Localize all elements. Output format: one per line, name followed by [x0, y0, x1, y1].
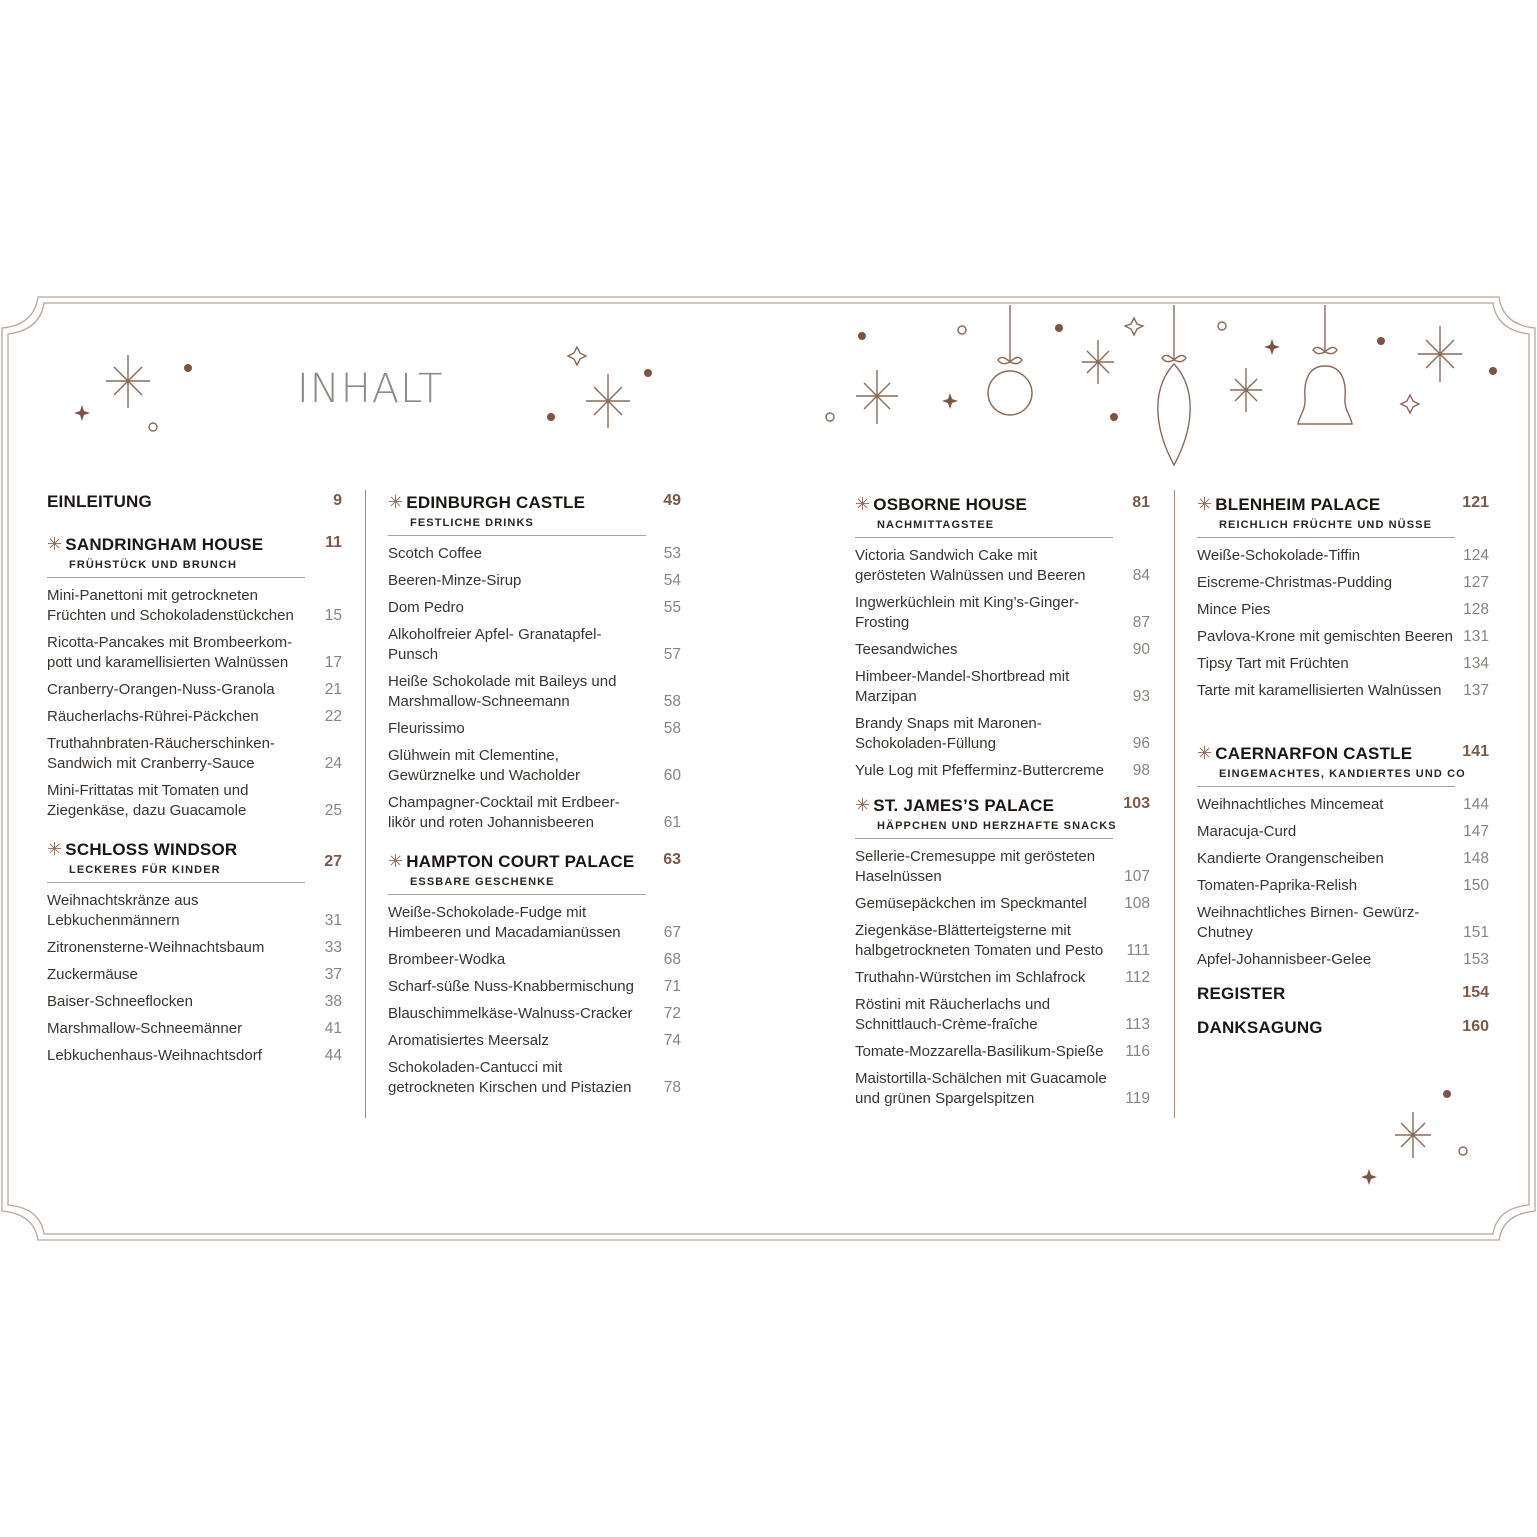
sparkle-icon [106, 355, 150, 408]
divider [1197, 786, 1455, 787]
list-item[interactable]: Fleurissimo 58 [388, 720, 681, 737]
list-item[interactable]: Zuckermäuse 37 [47, 966, 342, 983]
ornament-bell-icon [1298, 305, 1352, 424]
list-item[interactable]: Tomate-Mozzarella-Basilikum-Spieße 116 [855, 1043, 1150, 1060]
ornament-drop-icon [1158, 305, 1190, 465]
list-item[interactable]: Champagner-Cocktail mit Erdbeer- likör und roten Johannisbeeren 61 [388, 794, 681, 831]
list-item[interactable]: Räucherlachs-Rührei-Päckchen 22 [47, 708, 342, 725]
list-item[interactable]: Cranberry-Orangen-Nuss-Granola 21 [47, 681, 342, 698]
sparkle-icon [1418, 326, 1462, 382]
divider [47, 882, 305, 883]
list-item[interactable]: Maracuja-Curd 147 [1197, 823, 1489, 840]
section-page: 11 [325, 534, 342, 551]
list-item[interactable]: Ziegenkäse-Blätterteigsterne mit halbgetrockneten Tomaten und Pesto 111 [855, 922, 1150, 959]
list-item[interactable]: Teesandwiches 90 [855, 641, 1150, 658]
divider [388, 535, 646, 536]
list-item[interactable]: Heiße Schokolade mit Baileys und Marshmallow-Schneemann 58 [388, 673, 681, 710]
sparkle-icon [1395, 1112, 1431, 1158]
sparkle-icon [1082, 340, 1114, 384]
asterisk-icon: ✳ [855, 795, 871, 815]
list-item[interactable]: Aromatisiertes Meersalz 74 [388, 1032, 681, 1049]
entry-list [47, 891, 342, 1066]
section-title: EINLEITUNG [47, 492, 152, 511]
section-page: 154 [1462, 984, 1489, 1001]
entry-list [855, 847, 1150, 1109]
list-item[interactable]: Yule Log mit Pfefferminz-Buttercreme 98 [855, 762, 1150, 779]
list-item[interactable]: Blauschimmelkäse-Walnuss-Cracker 72 [388, 1005, 681, 1022]
entry-list [47, 586, 342, 821]
list-item[interactable]: Sellerie-Cremesuppe mit gerösteten Haselnüssen 107 [855, 848, 1150, 885]
section-title: EDINBURGH CASTLE [406, 493, 586, 512]
diamond-star-icon [1125, 318, 1143, 335]
entry-list [1197, 546, 1489, 701]
section-title: OSBORNE HOUSE [873, 495, 1028, 514]
entry-list [1197, 795, 1489, 970]
list-item[interactable]: Pavlova-Krone mit gemischten Beeren 131 [1197, 628, 1489, 645]
list-item[interactable]: Marshmallow-Schneemänner 41 [47, 1020, 342, 1037]
list-item[interactable]: Truthahnbraten-Räucherschinken- Sandwich mit Cranberry-Sauce 24 [47, 735, 342, 772]
toc-section[interactable] [47, 492, 342, 534]
list-item[interactable]: Baiser-Schneeflocken 38 [47, 993, 342, 1010]
section-page: 103 [1123, 795, 1150, 812]
column-divider [1174, 490, 1175, 1118]
list-item[interactable]: Mini-Panettoni mit getrockneten Früchten und Schokoladenstückchen 15 [47, 587, 342, 624]
list-item[interactable]: Ricotta-Pancakes mit Brombeerkom- pott und karamellisierten Walnüssen 17 [47, 634, 342, 671]
list-item[interactable]: Tipsy Tart mit Früchten 134 [1197, 655, 1489, 672]
divider [388, 894, 646, 895]
toc-section[interactable] [855, 494, 1150, 781]
list-item[interactable]: Himbeer-Mandel-Shortbread mit Marzipan 93 [855, 668, 1150, 705]
section-page: 63 [663, 851, 681, 868]
toc-column-2 [388, 492, 681, 1105]
section-page: 49 [663, 492, 681, 509]
list-item[interactable]: Weihnachtliches Mincemeat 144 [1197, 796, 1489, 813]
section-subtitle: HÄPPCHEN UND HERZHAFTE SNACKS [877, 820, 1117, 832]
divider [855, 838, 1113, 839]
asterisk-icon: ✳ [1197, 494, 1213, 514]
list-item[interactable]: Ingwerküchlein mit King’s-Ginger-Frosting 87 [855, 594, 1150, 631]
sparkle-icon [586, 374, 630, 428]
toc-section[interactable] [47, 534, 342, 821]
page-title: INHALT [297, 366, 444, 412]
section-page: 9 [333, 492, 342, 509]
diamond-star-icon [1401, 395, 1419, 413]
section-subtitle: FRÜHSTÜCK UND BRUNCH [69, 559, 238, 571]
list-item[interactable]: Tarte mit karamellisierten Walnüssen 137 [1197, 682, 1489, 699]
section-title: ST. JAMES’S PALACE [873, 796, 1055, 815]
list-item[interactable]: Schokoladen-Cantucci mit getrockneten Kirschen und Pistazien 78 [388, 1059, 681, 1096]
column-divider [365, 490, 366, 1118]
section-subtitle: EINGEMACHTES, KANDIERTES UND CO [1219, 768, 1466, 780]
list-item[interactable]: Weihnachtskränze aus Lebkuchenmännern 31 [47, 892, 342, 929]
list-item[interactable]: Brombeer-Wodka 68 [388, 951, 681, 968]
list-item[interactable]: Weiße-Schokolade-Tiffin 124 [1197, 547, 1489, 564]
list-item[interactable]: Apfel-Johannisbeer-Gelee 153 [1197, 951, 1489, 968]
list-item[interactable]: Mince Pies 128 [1197, 601, 1489, 618]
asterisk-icon: ✳ [388, 492, 404, 512]
section-subtitle: FESTLICHE DRINKS [410, 517, 534, 529]
list-item[interactable]: Gemüsepäckchen im Speckmantel 108 [855, 895, 1150, 912]
diamond-star-icon [568, 347, 586, 365]
toc-section[interactable] [1197, 494, 1489, 701]
list-item[interactable]: Zitronensterne-Weihnachtsbaum 33 [47, 939, 342, 956]
section-title: REGISTER [1197, 984, 1286, 1003]
sparkle-icon [1230, 368, 1262, 412]
section-title: SCHLOSS WINDSOR [65, 840, 238, 859]
list-item[interactable]: Dom Pedro 55 [388, 599, 681, 616]
toc-column-1 [47, 492, 342, 1073]
toc-section[interactable] [1197, 984, 1489, 1018]
list-item[interactable]: Röstini mit Räucherlachs und Schnittlauch-Crème-fraîche 113 [855, 996, 1150, 1033]
list-item[interactable]: Lebkuchenhaus-Weihnachtsdorf 44 [47, 1047, 342, 1064]
divider [855, 537, 1113, 538]
entry-list [388, 903, 681, 1098]
list-item[interactable]: Scotch Coffee 53 [388, 545, 681, 562]
toc-section[interactable] [388, 492, 681, 833]
toc-section[interactable] [47, 839, 342, 1066]
list-item[interactable]: Truthahn-Würstchen im Schlafrock 112 [855, 969, 1150, 986]
section-page: 141 [1462, 743, 1489, 760]
divider [1197, 537, 1455, 538]
list-item[interactable]: Tomaten-Paprika-Relish 150 [1197, 877, 1489, 894]
section-page: 27 [324, 853, 342, 870]
asterisk-icon: ✳ [1197, 743, 1213, 763]
section-page: 81 [1132, 494, 1150, 511]
section-page: 121 [1462, 494, 1489, 511]
list-item[interactable]: Alkoholfreier Apfel- Granatapfel-Punsch 57 [388, 626, 681, 663]
list-item[interactable]: Eiscreme-Christmas-Pudding 127 [1197, 574, 1489, 591]
toc-section[interactable] [855, 795, 1150, 1109]
section-title: HAMPTON COURT PALACE [406, 852, 635, 871]
section-subtitle: REICHLICH FRÜCHTE UND NÜSSE [1219, 519, 1433, 531]
list-item[interactable]: Weiße-Schokolade-Fudge mit Himbeeren und Macadamianüssen 67 [388, 904, 681, 941]
asterisk-icon: ✳ [47, 839, 63, 859]
list-item[interactable]: Weihnachtliches Birnen- Gewürz-Chutney 151 [1197, 904, 1489, 941]
list-item[interactable]: Maistortilla-Schälchen mit Guacamole und grünen Spargelspitzen 119 [855, 1070, 1150, 1107]
section-title: BLENHEIM PALACE [1215, 495, 1381, 514]
section-title: DANKSAGUNG [1197, 1018, 1323, 1037]
list-item[interactable]: Brandy Snaps mit Maronen- Schokoladen-Füllung 96 [855, 715, 1150, 752]
section-subtitle: LECKERES FÜR KINDER [69, 864, 221, 876]
section-subtitle: ESSBARE GESCHENKE [410, 876, 555, 888]
sparkle-icon [856, 370, 898, 424]
section-subtitle: NACHMITTAGSTEE [877, 519, 995, 531]
asterisk-icon: ✳ [388, 851, 404, 871]
section-page: 160 [1462, 1018, 1489, 1035]
toc-section[interactable] [1197, 1018, 1489, 1048]
ornament-ball-icon [998, 305, 1022, 364]
list-item[interactable]: Glühwein mit Clementine, Gewürznelke und Wacholder 60 [388, 747, 681, 784]
toc-column-4 [1197, 494, 1489, 1048]
asterisk-icon: ✳ [855, 494, 871, 514]
toc-section[interactable] [1197, 743, 1489, 970]
list-item[interactable]: Mini-Frittatas mit Tomaten und Ziegenkäse, dazu Guacamole 25 [47, 782, 342, 819]
entry-list [855, 546, 1150, 781]
list-item[interactable]: Beeren-Minze-Sirup 54 [388, 572, 681, 589]
toc-column-3 [855, 494, 1150, 1116]
divider [47, 577, 305, 578]
section-title: SANDRINGHAM HOUSE [65, 535, 264, 554]
section-title: CAERNARFON CASTLE [1215, 744, 1413, 763]
asterisk-icon: ✳ [47, 534, 63, 554]
list-item[interactable]: Kandierte Orangenscheiben 148 [1197, 850, 1489, 867]
toc-section[interactable] [388, 851, 681, 1098]
list-item[interactable]: Victoria Sandwich Cake mit gerösteten Walnüssen und Beeren 84 [855, 547, 1150, 584]
list-item[interactable]: Scharf-süße Nuss-Knabbermischung 71 [388, 978, 681, 995]
entry-list [388, 544, 681, 833]
